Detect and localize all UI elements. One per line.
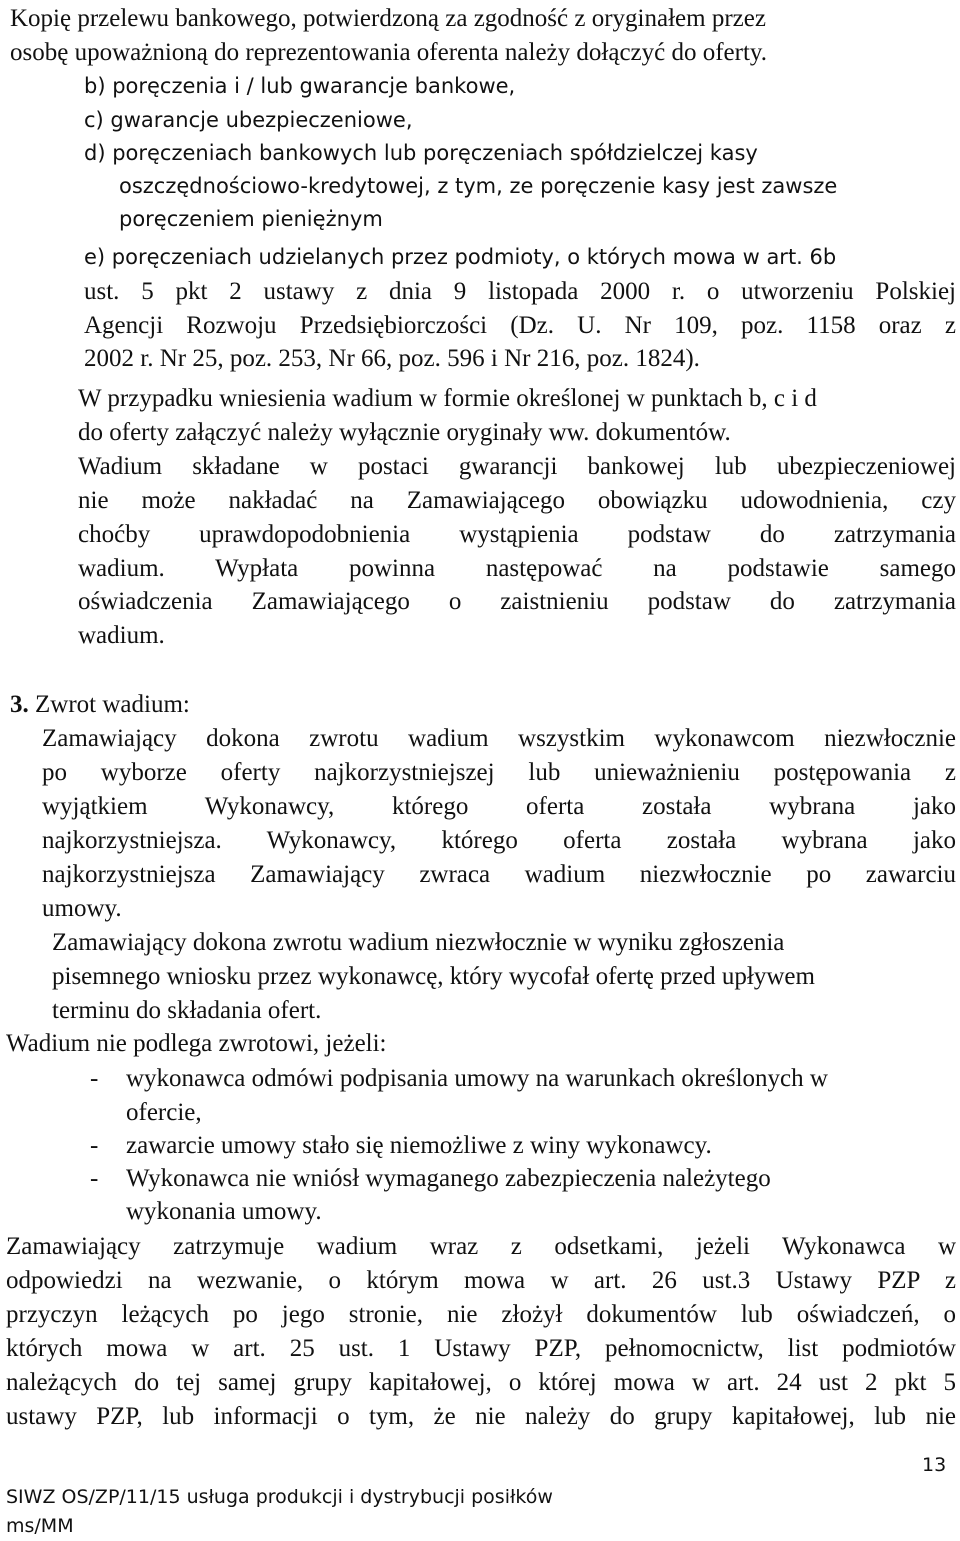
text-line: wadium. Wypłata powinna następować na podstawie samego xyxy=(78,555,956,582)
list-item-b: b) poręczenia i / lub gwarancje bankowe, xyxy=(84,74,516,98)
text-line: najkorzystniejsza. Wykonawcy, którego oferta została wybrana jako xyxy=(42,827,956,854)
text-line: do oferty załączyć należy wyłącznie oryginały ww. dokumentów. xyxy=(78,419,731,446)
text-line: Zamawiający dokona zwrotu wadium niezwłocznie w wyniku zgłoszenia xyxy=(52,929,785,956)
text-line: ustawy PZP, lub informacji o tym, że nie należy do grupy kapitałowej, lub nie xyxy=(6,1403,956,1430)
list-item-d-cont: poręczeniem pieniężnym xyxy=(119,207,383,231)
text-line: których mowa w art. 25 ust. 1 Ustawy PZP, pełnomocnictw, list podmiotów xyxy=(6,1335,956,1362)
list-item-e: e) poręczeniach udzielanych przez podmioty, o których mowa w art. 6b xyxy=(84,245,837,269)
text-line: choćby uprawdopodobnienia wystąpienia podstaw do zatrzymania xyxy=(78,521,956,548)
list-item: wykonawca odmówi podpisania umowy na warunkach określonych w xyxy=(126,1065,828,1092)
list-item-d-cont: oszczędnościowo-kredytowej, z tym, ze poręczenie kasy jest zawsze xyxy=(119,174,838,198)
text-line: ust. 5 pkt 2 ustawy z dnia 9 listopada 2000 r. o utworzeniu Polskiej xyxy=(84,278,956,305)
list-item: Wykonawca nie wniósł wymaganego zabezpieczenia należytego xyxy=(126,1165,771,1192)
text-line: Zamawiający zatrzymuje wadium wraz z odsetkami, jeżeli Wykonawca w xyxy=(6,1233,956,1260)
text-line: po wyborze oferty najkorzystniejszej lub unieważnieniu postępowania z xyxy=(42,759,956,786)
text-line: Zamawiający dokona zwrotu wadium wszystkim wykonawcom niezwłocznie xyxy=(42,725,956,752)
text-line: umowy. xyxy=(42,895,122,922)
list-item-c: c) gwarancje ubezpieczeniowe, xyxy=(84,108,413,132)
text-line: odpowiedzi na wezwanie, o którym mowa w art. 26 ust.3 Ustawy PZP z xyxy=(6,1267,956,1294)
section-number: 3. xyxy=(10,691,29,718)
page-number: 13 xyxy=(922,1454,947,1476)
list-item-d: d) poręczeniach bankowych lub poręczeniach spółdzielczej kasy xyxy=(84,141,758,165)
text-line: pisemnego wniosku przez wykonawcę, który wycofał ofertę przed upływem xyxy=(52,963,815,990)
text-line: nie może nakładać na Zamawiającego obowiązku udowodnienia, czy xyxy=(78,487,956,514)
footer-line: SIWZ OS/ZP/11/15 usługa produkcji i dystrybucji posiłków xyxy=(6,1486,553,1508)
section-title: Zwrot wadium: xyxy=(35,691,190,718)
list-item-cont: wykonania umowy. xyxy=(126,1198,322,1225)
text-line: W przypadku wniesienia wadium w formie określonej w punktach b, c i d xyxy=(78,385,817,412)
list-dash: - xyxy=(90,1065,99,1092)
list-item: zawarcie umowy stało się niemożliwe z winy wykonawcy. xyxy=(126,1132,712,1159)
list-item-cont: ofercie, xyxy=(126,1099,202,1126)
text-line: terminu do składania ofert. xyxy=(52,997,322,1024)
text-line: Wadium nie podlega zwrotowi, jeżeli: xyxy=(6,1030,387,1057)
text-line: przyczyn leżących po jego stronie, nie złożył dokumentów lub oświadczeń, o xyxy=(6,1301,956,1328)
footer-line: ms/MM xyxy=(6,1515,74,1537)
text-line: oświadczenia Zamawiającego o zaistnieniu podstaw do zatrzymania xyxy=(78,588,956,615)
list-dash: - xyxy=(90,1132,99,1159)
text-line: 2002 r. Nr 25, poz. 253, Nr 66, poz. 596 i Nr 216, poz. 1824). xyxy=(84,345,700,372)
text-line: Agencji Rozwoju Przedsiębiorczości (Dz. U. Nr 109, poz. 1158 oraz z xyxy=(84,312,956,339)
text-line: Wadium składane w postaci gwarancji bankowej lub ubezpieczeniowej xyxy=(78,453,956,480)
text-line: Kopię przelewu bankowego, potwierdzoną za zgodność z oryginałem przez xyxy=(10,5,766,32)
text-line: wadium. xyxy=(78,622,165,649)
text-line: należących do tej samej grupy kapitałowej, o której mowa w art. 24 ust 2 pkt 5 xyxy=(6,1369,956,1396)
text-line: osobę upoważnioną do reprezentowania oferenta należy dołączyć do oferty. xyxy=(10,39,768,66)
section-heading xyxy=(10,692,190,717)
text-line: wyjątkiem Wykonawcy, którego oferta została wybrana jako xyxy=(42,793,956,820)
list-dash: - xyxy=(90,1165,99,1192)
text-line: najkorzystniejsza Zamawiający zwraca wadium niezwłocznie po zawarciu xyxy=(42,861,956,888)
